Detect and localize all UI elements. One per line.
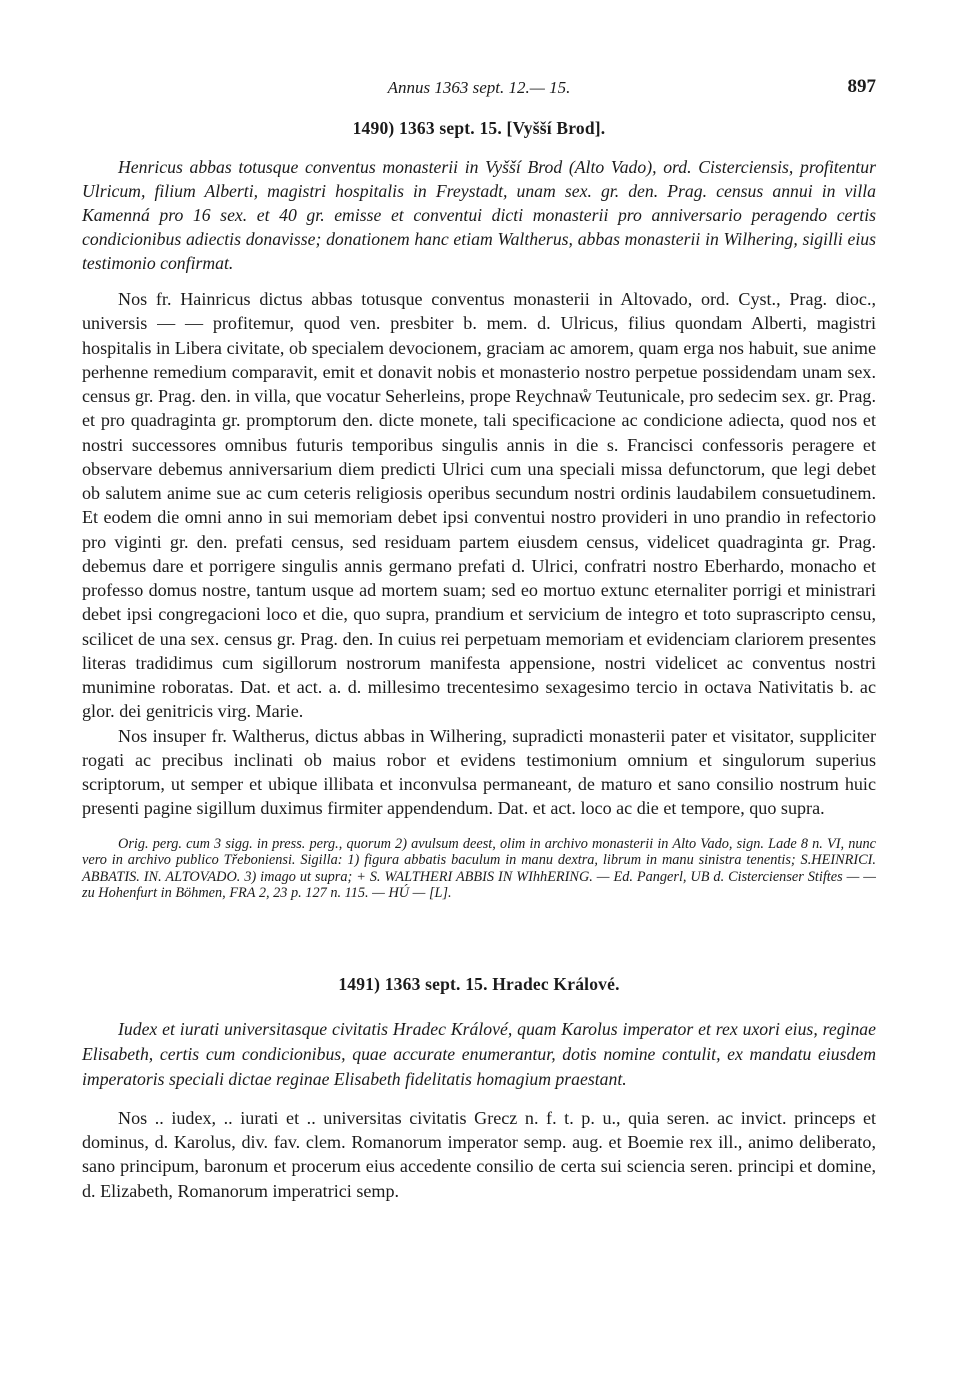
document-heading-1490: 1490) 1363 sept. 15. [Vyšší Brod]. [352,118,606,138]
charter-paragraph-1490-main: Nos fr. Hainricus dictus abbas totusque conventus monasterii in Altovado, ord. Cyst., Prag. dioc., universis — — profitemur, quod ven. presbiter b. mem. d. Ulricus, filius quondam Alberti, magistri hospitalis in Libera civitate, ob specialem devocionem, graciam ac amorem, quam erga nos habuit, sue anime perhenne remedium comparavit, emit et donavit nobis et monasterio nostro perpetue possidendam unam sex. census gr. Prag. den. in villa, que vocatur Seherleins, prope Reychnaẘ Teutunicale, pro sedecim sex. gr. Prag. et pro quadraginta gr. promptorum den. dicte monete, tali specificacione ac condicione adiecta, quod nos et nostri successores omnibus futuris temporibus singulis annis in die s. Francisci confessoris peragere et observare debemus anniversarium diem predicti Ulrici cum una speciali missa defunctorum, que legi debet ob salutem anime sue ac cum ceteris religiosis operibus secundum nostri ordinis laudabilem consuetudinem. Et eodem die omni anno in sui memoriam debet ipsi conventui nostro provideri in uno prandio in refectorio pro viginti gr. den. prefati census, sed residuam partem eiusdem census, videlicet quadraginta gr. Prag. debemus dare et porrigere singulis annis germano prefati d. Ulrici, confratri nostro Eberhardo, monacho et professo domus nostre, tantum usque ad mortem suam; sed eo mortuo extunc eternaliter porrigi et ministrari debet ipsi congregacioni loco et die, quo supra, prandium et servicium de integro et toto suprascripto censu, scilicet de una sex. census gr. Prag. den. In cuius rei perpetuam memoriam et evidenciam clariorem presentes literas tradidimus cum sigillorum nostrorum manifesta appensione, nostri videlicet ac conventus nostri munimine roboratas. Dat. et act. a. d. millesimo trecentesimo sexagesimo tercio in octava Nativitatis b. ac glor. dei genitricis virg. Marie. [82,289,876,722]
page-number: 897 [847,76,876,97]
running-head [82,70,876,104]
critical-apparatus-1490: Orig. perg. cum 3 sigg. in press. perg., quorum 2) avulsum deest, olim in archivo monasterii in Alto Vado, sign. Lade 8 n. VI, nunc vero in archivo publico Třeboniensi. Sigilla: 1) figura abbatis baculum in manu dextra, librum in manu sinistra tenentis; S.HEINRICI. ABBATIS. IN. ALTOVADO. 3) imago ut supra; + S. WALTHERI ABBIS IN WIhhERING. — Ed. Pangerl, UB d. Cistercienser Stiftes — — zu Hohenfurt in Böhmen, FRA 2, 23 p. 127 n. 115. — HÚ — [L]. [82,835,876,902]
document-page [82,70,876,1203]
charter-paragraph-1490-confirmation: Nos insuper fr. Waltherus, dictus abbas in Wilhering, supradicti monasterii pater et visitator, suppliciter rogati ac precibus inclinati ob maius robor et evidens testimonium omnium et singulorum superius scriptorum, ut semper et ubique illibata et inconvulsa permaneant, de maturo et sano consilio nostrum huic presenti pagine sigillum duximus firmiter appendendum. Dat. et act. loco ac die et tempore, quo supra. [82,725,876,819]
regest-1491: Iudex et iurati universitasque civitatis Hradec Králové, quam Karolus imperator et rex uxori eius, reginae Elisabeth, certis cum condicionibus, quae accurate enumerantur, dotis nomine contulit, ex mandatu eiusdem imperatoris speciali dictae reginae Elisabeth fidelitatis homagium praestant. [82,1018,876,1089]
document-heading-1491: 1491) 1363 sept. 15. Hradec Králové. [338,973,620,994]
regest-1490: Henricus abbas totusque conventus monasterii in Vyšší Brod (Alto Vado), ord. Cisterciensis, profitentur Ulricum, filium Alberti, magistri hospitalis in Freystadt, unam sex. gr. den. Prag. census annui in villa Kamenná pro 16 sex. et 40 gr. emisse et conventui dicti monasterii pro anniversario peragendo certis condicionibus adiectis donavisse; donationem hanc etiam Waltherus, abbas monasterii in Wilhering, sigilli eius testimonio confirmat. [82,157,876,273]
charter-paragraph-1491-main: Nos .. iudex, .. iurati et .. universitas civitatis Grecz n. f. t. p. u., quia seren. ac invict. princeps et dominus, d. Karolus, div. fav. clem. Romanorum imperator semp. aug. et Boemie rex ill., animo deliberato, sano principum, baronum et procerum eius accedente consilio de certa sui sciencia seren. principi et domine, d. Elizabeth, Romanorum imperatrici semp. [82,1107,876,1201]
running-title: Annus 1363 sept. 12.— 15. [387,78,571,97]
